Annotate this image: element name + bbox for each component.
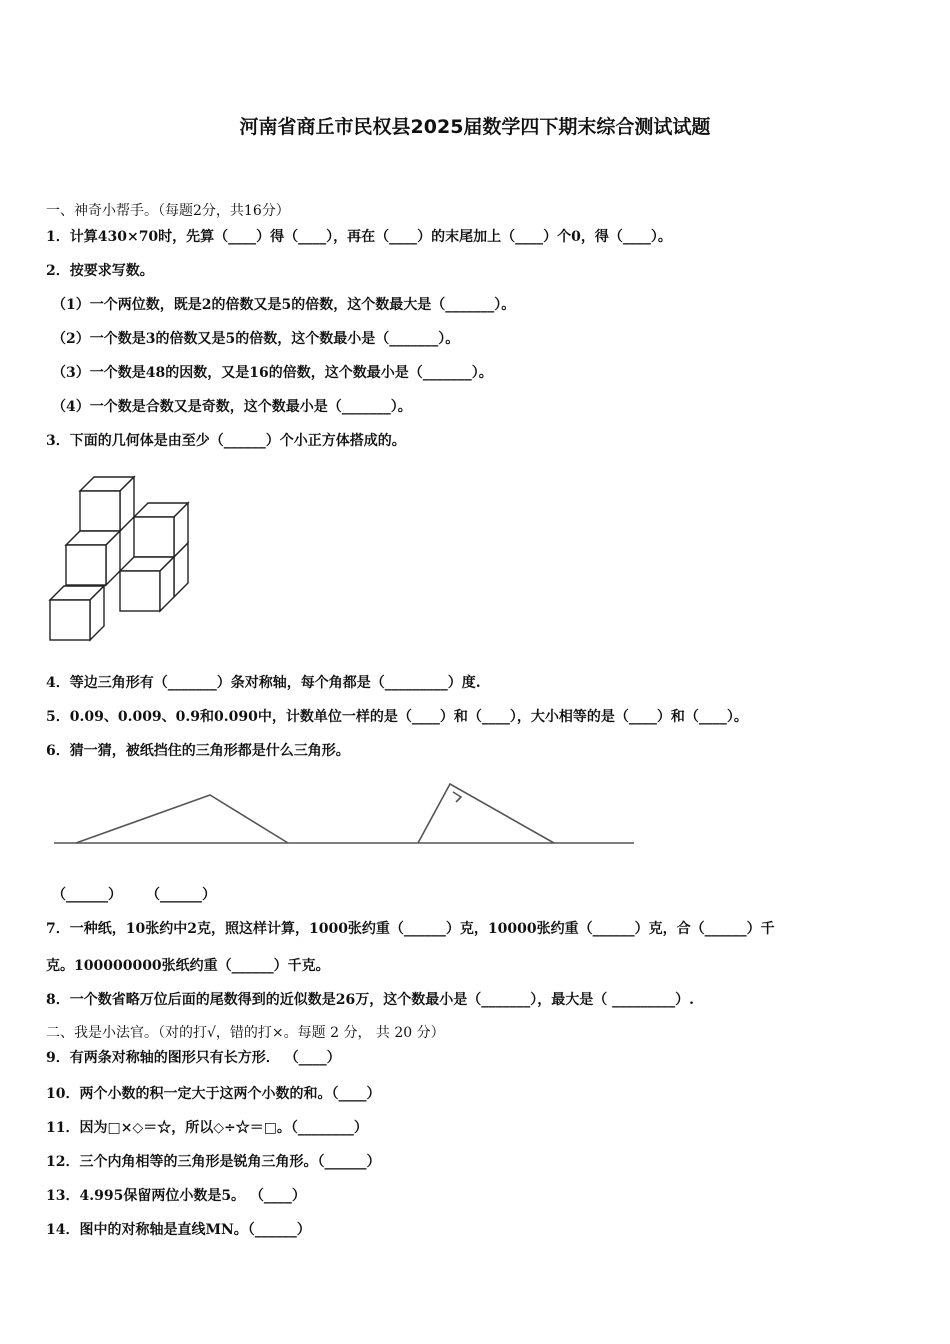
triangle-2 — [418, 784, 554, 843]
question-13: 13．4.995保留两位小数是5。 （____） — [46, 1188, 306, 1204]
question-4: 4．等边三角形有（_______）条对称轴，每个角都是（_________）度. — [46, 675, 481, 691]
question-7: 7．一种纸，10张约中2克，照这样计算，1000张约重（______）克，10000张约重（______）克，合（______）千 — [46, 921, 775, 937]
section-1-heading: 一、神奇小帮手。（每题2分，共16分） — [46, 203, 290, 219]
question-2-3: （3）一个数是48的因数，又是16的倍数，这个数最小是（_______）。 — [52, 365, 493, 381]
cube-stack-figure — [48, 474, 193, 646]
answer-6-1: （______） — [52, 887, 122, 903]
question-8: 8．一个数省略万位后面的尾数得到的近似数是26万，这个数最小是（_______），最大是（ _________）. — [46, 992, 694, 1008]
question-2-1: （1）一个两位数，既是2的倍数又是5的倍数，这个数最大是（_______）。 — [52, 297, 516, 313]
question-2-2: （2）一个数是3的倍数又是5的倍数，这个数最小是（_______）。 — [52, 331, 460, 347]
question-6: 6．猜一猜，被纸挡住的三角形都是什么三角形。 — [46, 743, 350, 759]
question-9: 9．有两条对称轴的图形只有长方形． （____） — [46, 1050, 341, 1066]
section-2-heading: 二、我是小法官。（对的打√，错的打×。每题 2 分， 共 20 分） — [46, 1025, 445, 1041]
question-7-continued: 克。100000000张纸约重（______）千克。 — [46, 958, 330, 974]
question-3: 3．下面的几何体是由至少（______）个小正方体搭成的。 — [46, 433, 406, 449]
question-12: 12．三个内角相等的三角形是锐角三角形。（______） — [46, 1154, 381, 1170]
question-5: 5．0.09、0.009、0.9和0.090中，计数单位一样的是（____）和（____），大小相等的是（____）和（____）。 — [46, 709, 748, 725]
question-1: 1．计算430×70时，先算（____）得（____），再在（____）的末尾加上（____）个0，得（____）。 — [46, 229, 672, 245]
question-2: 2．按要求写数。 — [46, 263, 154, 279]
page-title: 河南省商丘市民权县2025届数学四下期末综合测试试题 — [239, 116, 711, 138]
question-14: 14．图中的对称轴是直线MN。（______） — [46, 1222, 311, 1238]
triangle-1 — [76, 795, 288, 843]
question-2-4: （4）一个数是合数又是奇数，这个数最小是（_______）。 — [52, 399, 412, 415]
right-angle-mark — [453, 792, 461, 802]
question-11: 11．因为□×◇＝☆，所以◇÷☆＝□。（________） — [46, 1120, 368, 1136]
hidden-triangles-figure — [52, 790, 636, 850]
answer-6-2: （______） — [146, 887, 216, 903]
question-10: 10．两个小数的积一定大于这两个小数的和。（____） — [46, 1086, 381, 1102]
